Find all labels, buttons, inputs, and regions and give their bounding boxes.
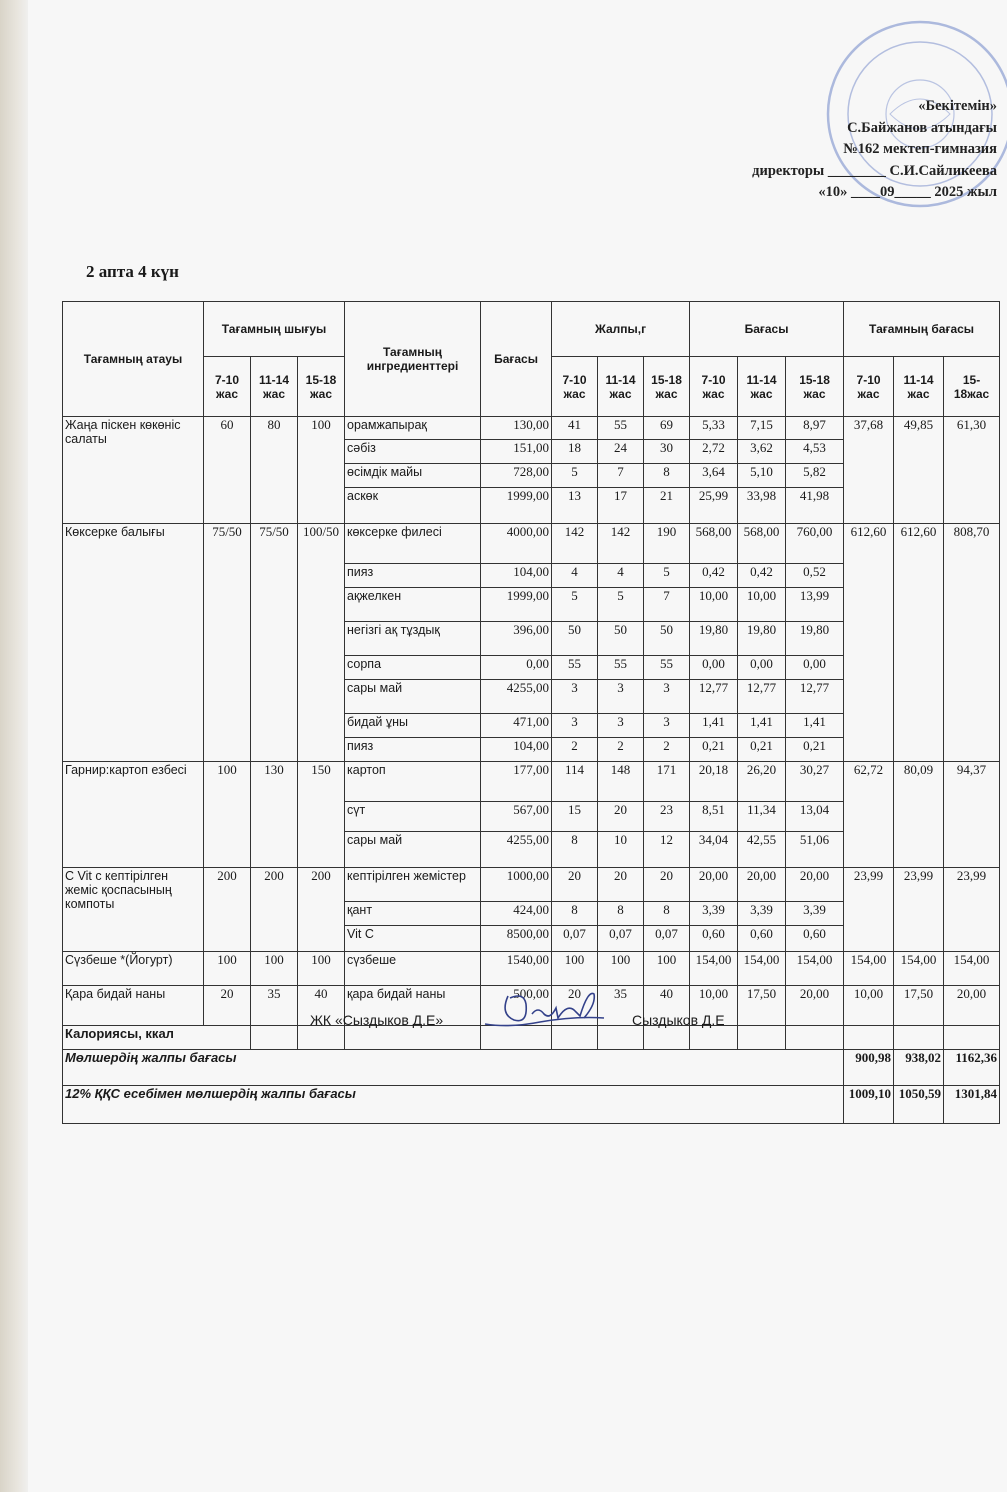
ingredient-grams: 142 [598, 524, 644, 564]
ingredient-price: 471,00 [481, 714, 552, 738]
ingredient-grams: 55 [644, 656, 690, 680]
header-dish-name: Тағамның атауы [63, 302, 204, 417]
dish-cost: 23,99 [894, 868, 944, 952]
dish-output: 130 [251, 762, 298, 868]
ingredient-price: 728,00 [481, 464, 552, 488]
ingredient-price: 396,00 [481, 622, 552, 656]
ingredient-cost: 760,00 [786, 524, 844, 564]
dish-cost: 61,30 [944, 417, 1000, 524]
age-header: 7-10 жас [690, 357, 738, 417]
ingredient-cost: 154,00 [738, 952, 786, 986]
dish-name: Қара бидай наны [63, 986, 204, 1026]
ingredient-name: өсімдік майы [345, 464, 481, 488]
ingredient-cost: 7,15 [738, 417, 786, 440]
header-cost: Бағасы [690, 302, 844, 357]
ingredient-cost: 154,00 [690, 952, 738, 986]
ingredient-grams: 4 [598, 564, 644, 588]
header-price: Бағасы [481, 302, 552, 417]
ingredient-cost: 33,98 [738, 488, 786, 524]
dish-name: Гарнир:картоп езбесі [63, 762, 204, 868]
ingredient-cost: 0,42 [690, 564, 738, 588]
age-header: 7-10 жас [204, 357, 251, 417]
ingredient-name: сары май [345, 680, 481, 714]
footer-company: ЖК «Сыздыков Д.Е» [310, 1012, 444, 1028]
vat-label: 12% ҚҚС есебімен мөлшердің жалпы бағасы [63, 1086, 844, 1124]
ingredient-cost: 10,00 [690, 986, 738, 1026]
ingredient-price: 151,00 [481, 440, 552, 464]
ingredient-price: 177,00 [481, 762, 552, 802]
vat-row [63, 1086, 1000, 1124]
ingredient-cost: 0,00 [690, 656, 738, 680]
ingredient-cost: 0,21 [786, 738, 844, 762]
dish-cost: 23,99 [844, 868, 894, 952]
total-label: Мөлшердің жалпы бағасы [63, 1050, 844, 1086]
ingredient-grams: 0,07 [552, 926, 598, 952]
ingredient-grams: 114 [552, 762, 598, 802]
header-dish-cost: Тағамның бағасы [844, 302, 1000, 357]
ingredient-cost: 5,82 [786, 464, 844, 488]
ingredient-cost: 1,41 [738, 714, 786, 738]
ingredient-grams: 21 [644, 488, 690, 524]
age-header: 15-18 жас [644, 357, 690, 417]
footer-signer: Сыздыков Д.Е [632, 1012, 725, 1028]
ingredient-name: картоп [345, 762, 481, 802]
header-total-g: Жалпы,г [552, 302, 690, 357]
ingredient-grams: 0,07 [598, 926, 644, 952]
ingredient-name: орамжапырақ [345, 417, 481, 440]
dish-output: 100 [204, 952, 251, 986]
dish-cost: 80,09 [894, 762, 944, 868]
ingredient-name: сүт [345, 802, 481, 832]
dish-output: 200 [298, 868, 345, 952]
ingredient-cost: 11,34 [738, 802, 786, 832]
age-header: 15-18жас [944, 357, 1000, 417]
dish-output: 200 [251, 868, 298, 952]
ingredient-grams: 8 [598, 902, 644, 926]
ingredient-grams: 7 [644, 588, 690, 622]
ingredient-cost: 8,51 [690, 802, 738, 832]
ingredient-cost: 8,97 [786, 417, 844, 440]
ingredient-grams: 10 [598, 832, 644, 868]
approval-line-1: С.Байжанов атындағы [847, 119, 997, 136]
ingredient-grams: 100 [598, 952, 644, 986]
dish-output: 60 [204, 417, 251, 524]
ingredient-grams: 190 [644, 524, 690, 564]
age-header: 11-14 жас [251, 357, 298, 417]
day-label: 2 апта 4 күн [86, 262, 179, 281]
dish-output: 75/50 [251, 524, 298, 762]
ingredient-grams: 100 [552, 952, 598, 986]
age-header: 11-14 жас [598, 357, 644, 417]
ingredient-name: сорпа [345, 656, 481, 680]
ingredient-cost: 25,99 [690, 488, 738, 524]
ingredient-cost: 0,60 [786, 926, 844, 952]
dish-output: 35 [251, 986, 298, 1026]
ingredient-grams: 3 [552, 714, 598, 738]
ingredient-grams: 24 [598, 440, 644, 464]
ingredient-price: 567,00 [481, 802, 552, 832]
ingredient-grams: 18 [552, 440, 598, 464]
dish-cost: 612,60 [894, 524, 944, 762]
dish-cost: 612,60 [844, 524, 894, 762]
ingredient-cost: 3,39 [690, 902, 738, 926]
ingredient-grams: 23 [644, 802, 690, 832]
dish-cost: 37,68 [844, 417, 894, 524]
approval-line-4: «10» ____09_____ 2025 жыл [818, 184, 997, 200]
dish-name: С Vit с кептірілген жеміс қоспасының компоты [63, 868, 204, 952]
ingredient-cost: 41,98 [786, 488, 844, 524]
ingredient-cost: 20,00 [738, 868, 786, 902]
ingredient-name: пияз [345, 564, 481, 588]
dish-cost: 154,00 [894, 952, 944, 986]
ingredient-cost: 42,55 [738, 832, 786, 868]
ingredient-grams: 3 [598, 714, 644, 738]
ingredient-grams: 8 [552, 832, 598, 868]
ingredient-cost: 51,06 [786, 832, 844, 868]
signature-icon [480, 984, 610, 1040]
ingredient-grams: 2 [552, 738, 598, 762]
ingredient-cost: 2,72 [690, 440, 738, 464]
page-edge-shadow [0, 0, 30, 1492]
ingredient-grams: 50 [552, 622, 598, 656]
ingredient-name: қант [345, 902, 481, 926]
ingredient-row [63, 762, 1000, 802]
calories-label: Калориясы, ккал [63, 1026, 251, 1050]
ingredient-cost: 20,18 [690, 762, 738, 802]
dish-name: Көксерке балығы [63, 524, 204, 762]
dish-cost: 154,00 [944, 952, 1000, 986]
ingredient-cost: 19,80 [738, 622, 786, 656]
dish-cost: 20,00 [944, 986, 1000, 1026]
ingredient-cost: 12,77 [738, 680, 786, 714]
ingredient-name: ақжелкен [345, 588, 481, 622]
ingredient-name: сары май [345, 832, 481, 868]
ingredient-grams: 2 [644, 738, 690, 762]
dish-cost: 94,37 [944, 762, 1000, 868]
dish-output: 200 [204, 868, 251, 952]
dish-cost: 154,00 [844, 952, 894, 986]
ingredient-cost: 0,60 [738, 926, 786, 952]
ingredient-cost: 1,41 [786, 714, 844, 738]
ingredient-price: 424,00 [481, 902, 552, 926]
ingredient-cost: 5,33 [690, 417, 738, 440]
ingredient-cost: 19,80 [690, 622, 738, 656]
ingredient-cost: 0,60 [690, 926, 738, 952]
menu-table-body [63, 417, 1000, 1026]
dish-output: 100 [298, 417, 345, 524]
approval-block [697, 96, 997, 204]
ingredient-name: пияз [345, 738, 481, 762]
ingredient-grams: 50 [644, 622, 690, 656]
ingredient-cost: 12,77 [786, 680, 844, 714]
dish-cost: 17,50 [894, 986, 944, 1026]
ingredient-cost: 19,80 [786, 622, 844, 656]
dish-output: 75/50 [204, 524, 251, 762]
ingredient-cost: 154,00 [786, 952, 844, 986]
ingredient-price: 104,00 [481, 564, 552, 588]
ingredient-grams: 35 [598, 986, 644, 1026]
ingredient-grams: 0,07 [644, 926, 690, 952]
ingredient-grams: 148 [598, 762, 644, 802]
ingredient-cost: 10,00 [738, 588, 786, 622]
ingredient-grams: 8 [644, 464, 690, 488]
ingredient-grams: 41 [552, 417, 598, 440]
ingredient-cost: 17,50 [738, 986, 786, 1026]
ingredient-cost: 3,39 [786, 902, 844, 926]
ingredient-price: 4255,00 [481, 832, 552, 868]
ingredient-price: 4255,00 [481, 680, 552, 714]
dish-output: 150 [298, 762, 345, 868]
ingredient-grams: 5 [644, 564, 690, 588]
ingredient-grams: 8 [552, 902, 598, 926]
ingredient-name: сәбіз [345, 440, 481, 464]
ingredient-price: 500,00 [481, 986, 552, 1026]
age-header: 7-10 жас [552, 357, 598, 417]
header-ingredients: Тағамның ингредиенттері [345, 302, 481, 417]
ingredient-grams: 69 [644, 417, 690, 440]
ingredient-cost: 34,04 [690, 832, 738, 868]
ingredient-cost: 26,20 [738, 762, 786, 802]
dish-cost: 10,00 [844, 986, 894, 1026]
age-header: 15-18 жас [786, 357, 844, 417]
total-value: 938,02 [894, 1050, 944, 1086]
ingredient-price: 0,00 [481, 656, 552, 680]
ingredient-cost: 13,99 [786, 588, 844, 622]
ingredient-cost: 0,00 [738, 656, 786, 680]
dish-cost: 62,72 [844, 762, 894, 868]
age-header: 15-18 жас [298, 357, 345, 417]
dish-output: 100 [251, 952, 298, 986]
dish-output: 100 [298, 952, 345, 986]
age-header: 11-14 жас [894, 357, 944, 417]
ingredient-grams: 55 [598, 656, 644, 680]
approval-title: «Бекітемін» [918, 98, 997, 114]
ingredient-grams: 4 [552, 564, 598, 588]
ingredient-grams: 13 [552, 488, 598, 524]
dish-output: 80 [251, 417, 298, 524]
ingredient-name: көксерке филесі [345, 524, 481, 564]
dish-cost: 49,85 [894, 417, 944, 524]
ingredient-grams: 171 [644, 762, 690, 802]
ingredient-grams: 5 [552, 464, 598, 488]
ingredient-grams: 20 [598, 802, 644, 832]
ingredient-grams: 20 [644, 868, 690, 902]
ingredient-grams: 2 [598, 738, 644, 762]
ingredient-grams: 5 [552, 588, 598, 622]
vat-value: 1301,84 [944, 1086, 1000, 1124]
ingredient-name: сүзбеше [345, 952, 481, 986]
ingredient-cost: 13,04 [786, 802, 844, 832]
ingredient-name: негізгі ақ тұздық [345, 622, 481, 656]
ingredient-grams: 3 [598, 680, 644, 714]
ingredient-grams: 7 [598, 464, 644, 488]
total-row [63, 1050, 1000, 1086]
ingredient-cost: 0,00 [786, 656, 844, 680]
ingredient-cost: 4,53 [786, 440, 844, 464]
ingredient-grams: 5 [598, 588, 644, 622]
ingredient-grams: 142 [552, 524, 598, 564]
ingredient-cost: 1,41 [690, 714, 738, 738]
ingredient-row [63, 868, 1000, 902]
ingredient-grams: 17 [598, 488, 644, 524]
ingredient-grams: 40 [644, 986, 690, 1026]
ingredient-name: бидай ұны [345, 714, 481, 738]
ingredient-cost: 20,00 [690, 868, 738, 902]
ingredient-cost: 0,42 [738, 564, 786, 588]
ingredient-cost: 0,21 [690, 738, 738, 762]
ingredient-cost: 568,00 [690, 524, 738, 564]
dish-name: Жаңа піскен көкөніс салаты [63, 417, 204, 524]
ingredient-grams: 3 [644, 680, 690, 714]
ingredient-cost: 0,21 [738, 738, 786, 762]
ingredient-name: Vit C [345, 926, 481, 952]
ingredient-row [63, 417, 1000, 440]
ingredient-cost: 568,00 [738, 524, 786, 564]
ingredient-price: 1000,00 [481, 868, 552, 902]
ingredient-name: қара бидай наны [345, 986, 481, 1026]
total-value: 900,98 [844, 1050, 894, 1086]
vat-value: 1009,10 [844, 1086, 894, 1124]
ingredient-price: 1999,00 [481, 588, 552, 622]
dish-cost: 23,99 [944, 868, 1000, 952]
ingredient-price: 8500,00 [481, 926, 552, 952]
approval-line-3: директоры ________ С.И.Сайликеева [752, 162, 997, 179]
dish-output: 100 [204, 762, 251, 868]
dish-output: 40 [298, 986, 345, 1026]
dish-output: 20 [204, 986, 251, 1026]
dish-cost: 808,70 [944, 524, 1000, 762]
ingredient-name: аскөк [345, 488, 481, 524]
ingredient-grams: 55 [552, 656, 598, 680]
total-value: 1162,36 [944, 1050, 1000, 1086]
ingredient-price: 1999,00 [481, 488, 552, 524]
ingredient-cost: 20,00 [786, 986, 844, 1026]
age-header: 11-14 жас [738, 357, 786, 417]
ingredient-grams: 20 [552, 868, 598, 902]
ingredient-grams: 20 [598, 868, 644, 902]
ingredient-cost: 30,27 [786, 762, 844, 802]
ingredient-cost: 10,00 [690, 588, 738, 622]
ingredient-grams: 20 [552, 986, 598, 1026]
ingredient-cost: 3,64 [690, 464, 738, 488]
approval-line-2: №162 мектеп-гимназия [843, 141, 997, 157]
ingredient-cost: 12,77 [690, 680, 738, 714]
ingredient-grams: 8 [644, 902, 690, 926]
vat-value: 1050,59 [894, 1086, 944, 1124]
ingredient-name: кептірілген жемістер [345, 868, 481, 902]
ingredient-cost: 5,10 [738, 464, 786, 488]
ingredient-cost: 0,52 [786, 564, 844, 588]
ingredient-cost: 20,00 [786, 868, 844, 902]
ingredient-grams: 50 [598, 622, 644, 656]
ingredient-grams: 100 [644, 952, 690, 986]
ingredient-grams: 3 [552, 680, 598, 714]
ingredient-grams: 15 [552, 802, 598, 832]
dish-output: 100/50 [298, 524, 345, 762]
footer [310, 1012, 725, 1028]
ingredient-cost: 3,39 [738, 902, 786, 926]
ingredient-grams: 3 [644, 714, 690, 738]
ingredient-cost: 3,62 [738, 440, 786, 464]
ingredient-price: 104,00 [481, 738, 552, 762]
ingredient-grams: 30 [644, 440, 690, 464]
header-output: Тағамның шығуы [204, 302, 345, 357]
age-header: 7-10 жас [844, 357, 894, 417]
dish-name: Сүзбеше *(Йогурт) [63, 952, 204, 986]
ingredient-price: 1540,00 [481, 952, 552, 986]
ingredient-row [63, 952, 1000, 986]
ingredient-price: 130,00 [481, 417, 552, 440]
ingredient-row [63, 524, 1000, 564]
ingredient-price: 4000,00 [481, 524, 552, 564]
ingredient-grams: 12 [644, 832, 690, 868]
ingredient-grams: 55 [598, 417, 644, 440]
